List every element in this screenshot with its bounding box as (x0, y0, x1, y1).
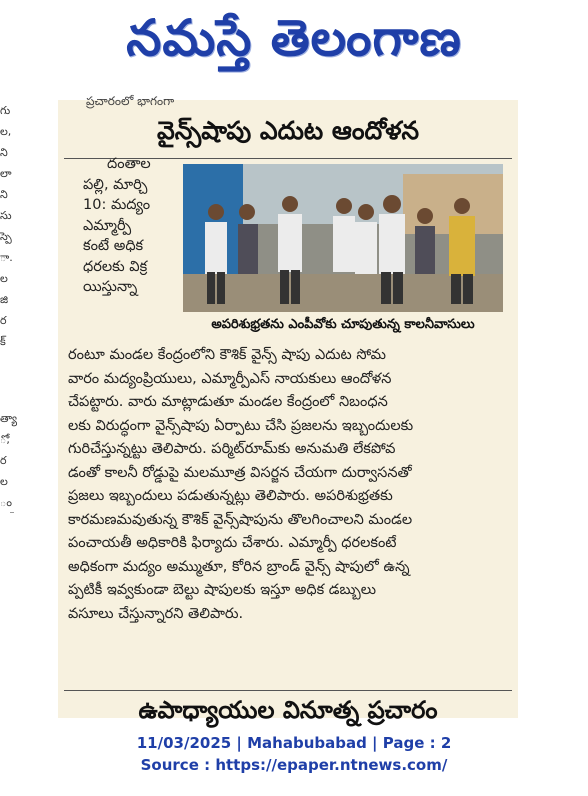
news-clipping (58, 94, 518, 724)
body-line: పంచాయతీ అధికారికి ఫిర్యాదు చేశారు. ఎమ్మార్పీ ధరలకంటే (68, 535, 397, 551)
body-line: లకు విరుద్ధంగా వైన్స్‌షాపు ఏర్పాటు చేసి ప్రజలను ఇబ్బందులకు (68, 417, 414, 434)
masthead (0, 0, 588, 88)
fragment: లా (0, 167, 12, 180)
fragment: త్యా (0, 412, 18, 425)
body-line: చేపట్టారు. వారు మాట్లాడుతూ మండల కేంద్రంలో నిబంధన (68, 394, 388, 410)
fragment: ర (0, 454, 7, 467)
intro-line: 10: మద్యం (83, 197, 151, 213)
body-line: ప్పటికీ ఇవ్వకుండా బెల్టు షాపులకు ఇస్తూ అధిక డబ్బులు (68, 582, 377, 598)
body-line: గురిచేస్తున్నట్టు తెలిపారు. పర్మిట్‌రూమ్‌కు అనుమతి లేకపోవ (68, 441, 396, 457)
fragment: జి (0, 293, 9, 306)
intro-line: ఎమ్మార్పీ (83, 217, 132, 234)
fragment: ని (0, 188, 8, 201)
intro-line: కంటే అధిక (83, 238, 144, 254)
intro-line: ధరలకు విక్ర (83, 258, 148, 275)
fragment: క్ (0, 335, 6, 348)
body-line: ప్రజలు ఇబ్బందులు పడుతున్నట్లు తెలిపారు. అపరిశుభ్రతకు (68, 488, 393, 504)
intro-line: దంతాల (107, 156, 151, 172)
body-line: వసూలు చేస్తున్నారని తెలిపారు. (68, 605, 244, 622)
body-line: అధికంగా మద్యం అమ్ముతూ, కోరిన బ్రాండ్ వైన్స్ షాపులో ఉన్న (68, 558, 410, 575)
footer-source-link[interactable]: Source : https://epaper.ntnews.com/ (140, 756, 448, 774)
column-divider (10, 512, 14, 513)
spacer (0, 352, 14, 408)
photo-caption: అపరిశుభ్రతను ఎంపీవోకు చూపుతున్న కాలనీవాసులు (183, 312, 503, 338)
article-body (68, 344, 512, 626)
footer-date-edition: 11/03/2025 | Mahabubabad | Page : 2 (136, 734, 452, 752)
article-headline: వైన్స్‌షాపు ఎదుట ఆందోళన (156, 116, 420, 145)
fragment: ో, (0, 433, 10, 446)
body-line: వారం మద్యంప్రియులు, ఎమ్మార్పీఎస్ నాయకులు ఆందోళన (68, 370, 392, 387)
next-article-headline: ఉపాధ్యాయుల వినూత్న ప్రచారం (138, 696, 438, 724)
fragment: ల (0, 475, 8, 488)
fragment: ర (0, 314, 7, 327)
fragment: సు (0, 209, 12, 222)
fragment: ా. (0, 251, 13, 264)
body-line: డంతో కాలనీ రోడ్డుపై మలమూత్ర విసర్జన చేయగా దుర్వాసనతో (68, 464, 412, 481)
masthead-title: నమస్తే తెలంగాణ (126, 8, 462, 67)
fragment: ల (0, 272, 8, 285)
adjacent-column-fragments (0, 100, 18, 720)
fragment: స్పె (0, 230, 12, 243)
cut-top-text: ప్రచారంలో భాగంగా (86, 94, 175, 108)
intro-line: పల్లి, మార్చి (83, 176, 148, 193)
fragment: ల, (0, 125, 12, 138)
fragment: ని (0, 146, 8, 159)
fragment: గు (0, 104, 11, 117)
article-intro (83, 154, 181, 298)
fragment: ం (0, 496, 12, 509)
photo-illustration (183, 164, 503, 312)
body-line: రంటూ మండల కేంద్రంలోని కౌశిక్ వైన్స్ షాపు ఎదుట సోమ (68, 347, 386, 363)
footer (0, 732, 588, 776)
news-photo (183, 164, 503, 312)
section-rule (64, 690, 512, 691)
body-line: కారమణమవుతున్న కౌశిక్ వైన్స్‌షాపును తొలగించాలని మండల (68, 511, 413, 528)
intro-line: యిస్తున్నా (83, 279, 138, 295)
